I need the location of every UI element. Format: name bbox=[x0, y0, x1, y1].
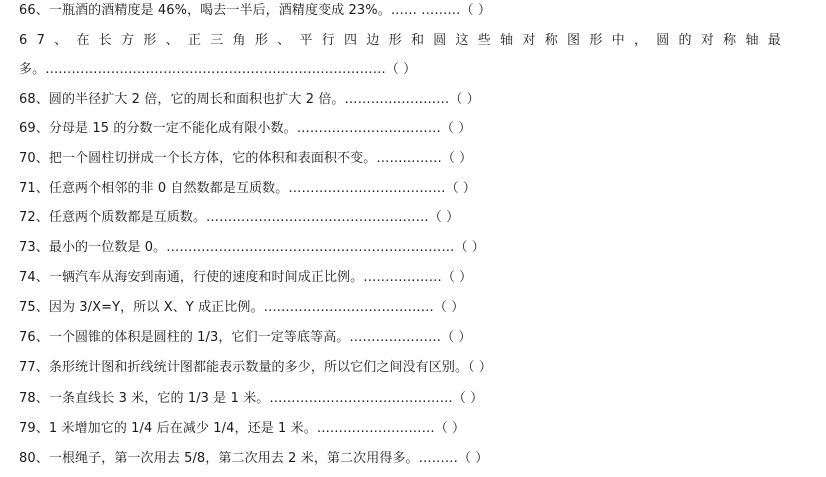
question-number: 66 bbox=[19, 3, 36, 18]
question-number: 72 bbox=[19, 210, 36, 225]
question-text: 、一瓶酒的酒精度是 46%，喝去一半后，酒精度变成 23%。…… ………（ ） bbox=[35, 3, 491, 18]
question-text: 、一辆汽车从海安到南通，行使的速度和时间成正比例。………………（ ） bbox=[35, 270, 473, 285]
question-number: 73 bbox=[19, 240, 36, 255]
question-number: 69 bbox=[19, 121, 36, 136]
question-number: 70 bbox=[19, 151, 36, 166]
question-number: 80 bbox=[19, 451, 36, 466]
question-number: 79 bbox=[19, 421, 36, 436]
question-71 bbox=[19, 181, 476, 197]
question-73 bbox=[19, 240, 485, 256]
question-68 bbox=[19, 92, 480, 108]
question-number: 77 bbox=[19, 360, 36, 375]
question-77 bbox=[19, 360, 492, 376]
question-text: 、分母是 15 的分数一定不能化成有限小数。……………………………（ ） bbox=[35, 121, 472, 136]
question-74 bbox=[19, 270, 472, 286]
question-78 bbox=[19, 391, 483, 407]
question-text: 、因为 3/X=Y，所以 X、Y 成正比例。…………………………………（ ） bbox=[35, 300, 465, 315]
question-number: 71 bbox=[19, 181, 36, 196]
question-70 bbox=[19, 151, 472, 167]
question-text: 、任意两个相邻的非 0 自然数都是互质数。………………………………（ ） bbox=[35, 181, 477, 196]
question-text: 、条形统计图和折线统计图都能表示数量的多少，所以它们之间没有区别。（ ） bbox=[35, 360, 492, 375]
question-number: 75 bbox=[19, 300, 36, 315]
question-text: 、一条直线长 3 米，它的 1/3 是 1 米。……………………………………（ ） bbox=[35, 391, 484, 406]
question-number: 67 bbox=[19, 33, 55, 48]
question-80 bbox=[19, 451, 488, 467]
question-75 bbox=[19, 300, 464, 316]
question-67-continuation bbox=[19, 62, 416, 78]
question-text: 多。……………………………………………………………………（ ） bbox=[19, 62, 417, 77]
question-79 bbox=[19, 421, 465, 437]
question-number: 68 bbox=[19, 92, 36, 107]
question-69 bbox=[19, 121, 471, 137]
question-number: 78 bbox=[19, 391, 36, 406]
question-text: 、1 米增加它的 1/4 后在减少 1/4，还是 1 米。………………………（ ） bbox=[35, 421, 466, 436]
question-67 bbox=[19, 33, 790, 49]
question-text: 、一根绳子，第一次用去 5/8，第二次用去 2 米，第二次用得多。………（ ） bbox=[35, 451, 489, 466]
question-text: 、把一个圆柱切拼成一个长方体，它的体积和表面积不变。……………（ ） bbox=[35, 151, 473, 166]
question-number: 74 bbox=[19, 270, 36, 285]
question-text: 、最小的一位数是 0。…………………………………………………………（ ） bbox=[35, 240, 485, 255]
question-text: 、任意两个质数都是互质数。……………………………………………（ ） bbox=[35, 210, 460, 225]
question-72 bbox=[19, 210, 459, 226]
question-76 bbox=[19, 330, 472, 346]
question-text: 、圆的半径扩大 2 倍，它的周长和面积也扩大 2 倍。……………………（ ） bbox=[35, 92, 480, 107]
question-number: 76 bbox=[19, 330, 36, 345]
question-66 bbox=[19, 3, 491, 19]
question-text: 、在长方形、正三角形、平行四边形和圆这些轴对称图形中，圆的对称轴最 bbox=[54, 33, 791, 48]
question-text: 、一个圆锥的体积是圆柱的 1/3，它们一定等底等高。…………………（ ） bbox=[35, 330, 472, 345]
